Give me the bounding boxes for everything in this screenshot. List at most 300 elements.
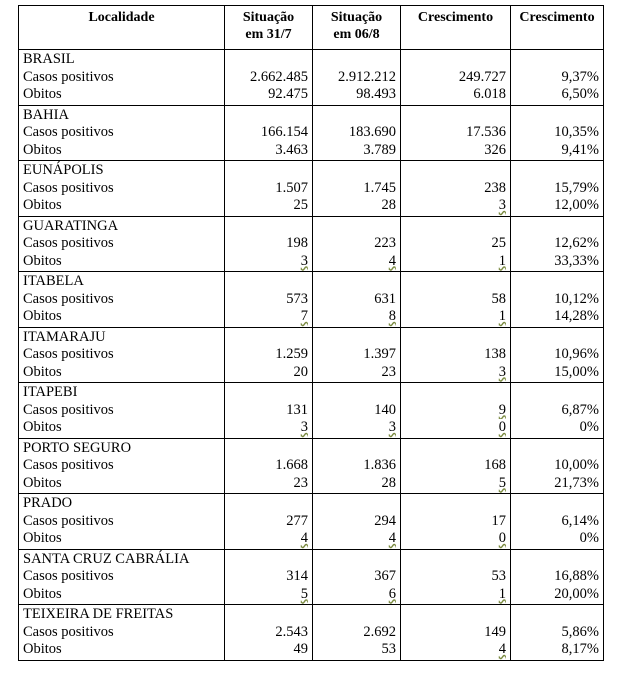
growth-percent-text: 10,12%: [554, 290, 599, 307]
growth-percent: [511, 457, 604, 475]
group-header-row: [19, 605, 604, 624]
value-31-7-text: 198: [286, 235, 308, 252]
locality-name: GUARATINGA: [19, 216, 225, 235]
growth-percent-text: 0%: [579, 419, 599, 436]
growth-absolute-text: 326: [484, 141, 506, 158]
empty-cell: [313, 216, 401, 235]
value-06-8-text: 98.493: [356, 86, 396, 103]
growth-absolute: [401, 124, 511, 142]
growth-absolute: [401, 142, 511, 161]
value-31-7-text: 23: [293, 474, 308, 491]
growth-percent-text: 12,00%: [554, 197, 599, 214]
growth-absolute-text: 17: [491, 512, 506, 529]
table-row: [19, 124, 604, 142]
metric-label: Casos positivos: [19, 513, 225, 531]
table-row: [19, 641, 604, 660]
empty-cell: [511, 161, 604, 180]
growth-absolute: [401, 86, 511, 105]
growth-percent-text: 21,73%: [554, 474, 599, 491]
growth-percent: [511, 124, 604, 142]
metric-label: Obitos: [19, 530, 225, 549]
empty-cell: [511, 605, 604, 624]
metric-label: Casos positivos: [19, 235, 225, 253]
header-crescimento-abs: [401, 6, 511, 50]
growth-absolute-text: 3: [498, 363, 506, 380]
locality-name: BRASIL: [19, 50, 225, 69]
value-31-7: [225, 253, 313, 272]
value-31-7-text: 573: [286, 290, 308, 307]
header-localidade-label: Localidade: [88, 10, 155, 25]
header-crescimento-pct-label: Crescimento: [519, 10, 595, 25]
empty-cell: [401, 161, 511, 180]
table-row: [19, 457, 604, 475]
growth-absolute: [401, 419, 511, 438]
value-31-7-text: 5: [300, 585, 308, 602]
value-06-8-text: 23: [381, 363, 396, 380]
empty-cell: [225, 494, 313, 513]
empty-cell: [313, 161, 401, 180]
value-06-8: [313, 530, 401, 549]
value-06-8: [313, 568, 401, 586]
metric-label: Casos positivos: [19, 568, 225, 586]
table-row: [19, 69, 604, 87]
value-06-8: [313, 180, 401, 198]
growth-percent-text: 16,88%: [554, 568, 599, 585]
value-31-7-text: 4: [300, 530, 308, 547]
empty-cell: [401, 50, 511, 69]
growth-percent-text: 14,28%: [554, 308, 599, 325]
table-row: [19, 253, 604, 272]
locality-name: EUNÁPOLIS: [19, 161, 225, 180]
growth-percent: [511, 69, 604, 87]
table-row: [19, 235, 604, 253]
value-06-8-text: 4: [388, 252, 396, 269]
growth-percent: [511, 86, 604, 105]
group-header-row: [19, 272, 604, 291]
value-31-7: [225, 291, 313, 309]
value-06-8-text: 183.690: [348, 124, 396, 141]
value-06-8: [313, 475, 401, 494]
value-06-8: [313, 235, 401, 253]
growth-absolute-text: 1: [498, 585, 506, 602]
metric-label: Obitos: [19, 641, 225, 660]
growth-absolute: [401, 402, 511, 420]
growth-percent-text: 6,50%: [561, 86, 599, 103]
growth-percent: [511, 308, 604, 327]
growth-absolute: [401, 253, 511, 272]
locality-name: BAHIA: [19, 105, 225, 124]
growth-absolute: [401, 235, 511, 253]
header-situacao-31-7: [225, 6, 313, 50]
value-06-8-text: 28: [381, 197, 396, 214]
value-31-7: [225, 364, 313, 383]
growth-percent: [511, 291, 604, 309]
value-31-7-text: 92.475: [268, 86, 308, 103]
growth-absolute-text: 58: [491, 290, 506, 307]
growth-absolute-text: 1: [498, 252, 506, 269]
value-06-8: [313, 513, 401, 531]
empty-cell: [225, 272, 313, 291]
growth-percent: [511, 641, 604, 660]
growth-absolute: [401, 530, 511, 549]
growth-percent-text: 9,41%: [561, 141, 599, 158]
group-header-row: [19, 216, 604, 235]
value-06-8-text: 3.789: [363, 141, 396, 158]
value-31-7: [225, 457, 313, 475]
value-31-7: [225, 624, 313, 642]
empty-cell: [511, 383, 604, 402]
growth-percent: [511, 586, 604, 605]
empty-cell: [313, 549, 401, 568]
growth-absolute: [401, 364, 511, 383]
table-row: [19, 402, 604, 420]
growth-percent-text: 12,62%: [554, 235, 599, 252]
growth-absolute-text: 168: [484, 457, 506, 474]
value-06-8-text: 4: [388, 530, 396, 547]
locality-name: ITABELA: [19, 272, 225, 291]
growth-absolute: [401, 308, 511, 327]
growth-absolute-text: 249.727: [458, 68, 506, 85]
value-31-7: [225, 346, 313, 364]
value-06-8: [313, 586, 401, 605]
value-31-7: [225, 308, 313, 327]
growth-percent-text: 20,00%: [554, 585, 599, 602]
growth-percent: [511, 197, 604, 216]
header-crescimento-abs-label: Crescimento: [417, 10, 494, 25]
value-06-8-text: 28: [381, 474, 396, 491]
table-row: [19, 86, 604, 105]
metric-label: Casos positivos: [19, 346, 225, 364]
table-row: [19, 291, 604, 309]
empty-cell: [401, 605, 511, 624]
metric-label: Casos positivos: [19, 180, 225, 198]
empty-cell: [401, 105, 511, 124]
value-06-8: [313, 641, 401, 660]
value-06-8: [313, 124, 401, 142]
metric-label: Obitos: [19, 253, 225, 272]
empty-cell: [225, 216, 313, 235]
value-31-7: [225, 419, 313, 438]
locality-name: PRADO: [19, 494, 225, 513]
value-06-8-text: 8: [388, 308, 396, 325]
empty-cell: [401, 216, 511, 235]
empty-cell: [401, 272, 511, 291]
value-31-7-text: 49: [293, 641, 308, 658]
value-06-8-text: 3: [388, 419, 396, 436]
growth-absolute: [401, 69, 511, 87]
value-06-8: [313, 457, 401, 475]
growth-absolute: [401, 475, 511, 494]
growth-percent-text: 33,33%: [554, 252, 599, 269]
value-06-8-text: 1.745: [363, 179, 396, 196]
header-localidade: [19, 6, 225, 50]
metric-label: Casos positivos: [19, 69, 225, 87]
growth-absolute: [401, 568, 511, 586]
empty-cell: [313, 327, 401, 346]
value-31-7: [225, 180, 313, 198]
table-row: [19, 624, 604, 642]
value-06-8-text: 1.836: [363, 457, 396, 474]
growth-absolute-text: 3: [498, 197, 506, 214]
value-06-8-text: 2.692: [363, 623, 396, 640]
growth-percent-text: 8,17%: [561, 641, 599, 658]
empty-cell: [225, 327, 313, 346]
group-header-row: [19, 549, 604, 568]
metric-label: Obitos: [19, 308, 225, 327]
value-06-8-text: 294: [374, 512, 396, 529]
table-row: [19, 475, 604, 494]
table-row: [19, 364, 604, 383]
value-31-7: [225, 513, 313, 531]
value-31-7-text: 166.154: [260, 124, 308, 141]
metric-label: Obitos: [19, 142, 225, 161]
empty-cell: [511, 50, 604, 69]
table-row: [19, 419, 604, 438]
growth-absolute: [401, 457, 511, 475]
value-31-7-text: 277: [286, 512, 308, 529]
header-situacao-06-8-line1: Situação: [330, 10, 383, 25]
locality-name: TEIXEIRA DE FREITAS: [19, 605, 225, 624]
growth-percent: [511, 253, 604, 272]
metric-label: Obitos: [19, 364, 225, 383]
value-31-7-text: 1.668: [275, 457, 308, 474]
empty-cell: [401, 383, 511, 402]
table-row: [19, 513, 604, 531]
value-31-7-text: 25: [293, 197, 308, 214]
metric-label: Obitos: [19, 419, 225, 438]
empty-cell: [225, 161, 313, 180]
header-situacao-31-7-line2: em 31/7: [245, 27, 292, 42]
table-row: [19, 586, 604, 605]
table-row: [19, 197, 604, 216]
growth-absolute-text: 0: [498, 530, 506, 547]
value-06-8: [313, 624, 401, 642]
header-row: [19, 6, 604, 50]
growth-absolute-text: 238: [484, 179, 506, 196]
table-row: [19, 530, 604, 549]
value-31-7: [225, 86, 313, 105]
value-06-8: [313, 69, 401, 87]
growth-absolute-text: 149: [484, 623, 506, 640]
group-header-row: [19, 161, 604, 180]
header-crescimento-pct: [511, 6, 604, 50]
table-row: [19, 142, 604, 161]
group-header-row: [19, 438, 604, 457]
growth-absolute: [401, 586, 511, 605]
growth-percent: [511, 475, 604, 494]
growth-percent-text: 15,79%: [554, 179, 599, 196]
metric-label: Casos positivos: [19, 124, 225, 142]
value-31-7-text: 1.259: [275, 346, 308, 363]
value-06-8-text: 2.912.212: [338, 68, 396, 85]
growth-percent: [511, 346, 604, 364]
locality-name: SANTA CRUZ CABRÁLIA: [19, 549, 225, 568]
value-06-8: [313, 86, 401, 105]
value-31-7-text: 314: [286, 568, 308, 585]
growth-absolute: [401, 180, 511, 198]
value-06-8: [313, 346, 401, 364]
empty-cell: [313, 272, 401, 291]
growth-absolute-text: 5: [498, 474, 506, 491]
growth-percent-text: 10,35%: [554, 124, 599, 141]
growth-percent-text: 6,14%: [561, 512, 599, 529]
growth-absolute: [401, 197, 511, 216]
empty-cell: [401, 438, 511, 457]
metric-label: Casos positivos: [19, 402, 225, 420]
value-06-8-text: 53: [381, 641, 396, 658]
growth-absolute-text: 4: [498, 641, 506, 658]
value-06-8-text: 6: [388, 585, 396, 602]
header-situacao-06-8: [313, 6, 401, 50]
empty-cell: [511, 549, 604, 568]
growth-absolute: [401, 513, 511, 531]
value-31-7: [225, 641, 313, 660]
growth-percent-text: 9,37%: [561, 68, 599, 85]
metric-label: Casos positivos: [19, 457, 225, 475]
growth-percent-text: 10,96%: [554, 346, 599, 363]
value-06-8: [313, 308, 401, 327]
value-06-8: [313, 291, 401, 309]
value-31-7-text: 3.463: [275, 141, 308, 158]
growth-percent: [511, 624, 604, 642]
metric-label: Casos positivos: [19, 624, 225, 642]
value-31-7: [225, 197, 313, 216]
growth-absolute-text: 9: [498, 401, 506, 418]
growth-absolute-text: 53: [491, 568, 506, 585]
value-31-7-text: 3: [300, 419, 308, 436]
header-situacao-31-7-line1: Situação: [242, 10, 295, 25]
growth-percent-text: 0%: [579, 530, 599, 547]
value-31-7-text: 7: [300, 308, 308, 325]
metric-label: Obitos: [19, 86, 225, 105]
value-06-8-text: 223: [374, 235, 396, 252]
empty-cell: [511, 272, 604, 291]
value-31-7: [225, 530, 313, 549]
value-06-8: [313, 402, 401, 420]
growth-percent-text: 10,00%: [554, 457, 599, 474]
growth-percent-text: 15,00%: [554, 363, 599, 380]
metric-label: Obitos: [19, 475, 225, 494]
locality-name: ITAPEBI: [19, 383, 225, 402]
group-header-row: [19, 105, 604, 124]
growth-percent: [511, 402, 604, 420]
table-row: [19, 568, 604, 586]
empty-cell: [313, 383, 401, 402]
value-31-7-text: 3: [300, 252, 308, 269]
metric-label: Obitos: [19, 197, 225, 216]
value-31-7: [225, 568, 313, 586]
empty-cell: [401, 549, 511, 568]
empty-cell: [511, 216, 604, 235]
group-header-row: [19, 327, 604, 346]
growth-absolute: [401, 641, 511, 660]
growth-percent-text: 5,86%: [561, 623, 599, 640]
empty-cell: [511, 105, 604, 124]
empty-cell: [225, 105, 313, 124]
table-row: [19, 180, 604, 198]
growth-percent: [511, 235, 604, 253]
value-31-7-text: 2.662.485: [250, 68, 308, 85]
group-header-row: [19, 494, 604, 513]
value-31-7: [225, 69, 313, 87]
covid-cases-table: [18, 5, 604, 661]
metric-label: Casos positivos: [19, 291, 225, 309]
growth-absolute: [401, 291, 511, 309]
growth-absolute-text: 1: [498, 308, 506, 325]
value-06-8: [313, 419, 401, 438]
growth-percent: [511, 513, 604, 531]
empty-cell: [225, 383, 313, 402]
locality-name: PORTO SEGURO: [19, 438, 225, 457]
empty-cell: [225, 605, 313, 624]
empty-cell: [225, 50, 313, 69]
group-header-row: [19, 50, 604, 69]
value-31-7: [225, 142, 313, 161]
empty-cell: [401, 327, 511, 346]
growth-percent: [511, 364, 604, 383]
value-31-7: [225, 402, 313, 420]
value-31-7-text: 1.507: [275, 179, 308, 196]
value-31-7: [225, 475, 313, 494]
value-06-8: [313, 197, 401, 216]
value-06-8: [313, 364, 401, 383]
empty-cell: [225, 549, 313, 568]
value-06-8-text: 140: [374, 401, 396, 418]
metric-label: Obitos: [19, 586, 225, 605]
group-header-row: [19, 383, 604, 402]
growth-percent: [511, 530, 604, 549]
table-row: [19, 308, 604, 327]
empty-cell: [511, 438, 604, 457]
empty-cell: [225, 438, 313, 457]
value-31-7-text: 20: [293, 363, 308, 380]
value-06-8: [313, 142, 401, 161]
growth-absolute: [401, 346, 511, 364]
header-situacao-06-8-line2: em 06/8: [333, 27, 380, 42]
value-31-7: [225, 124, 313, 142]
locality-name: ITAMARAJU: [19, 327, 225, 346]
growth-percent: [511, 419, 604, 438]
empty-cell: [511, 327, 604, 346]
value-06-8: [313, 253, 401, 272]
value-06-8-text: 1.397: [363, 346, 396, 363]
empty-cell: [313, 105, 401, 124]
value-31-7: [225, 586, 313, 605]
value-06-8-text: 367: [374, 568, 396, 585]
empty-cell: [313, 605, 401, 624]
value-31-7-text: 131: [286, 401, 308, 418]
value-31-7: [225, 235, 313, 253]
value-06-8-text: 631: [374, 290, 396, 307]
growth-percent-text: 6,87%: [561, 401, 599, 418]
growth-absolute-text: 17.536: [466, 124, 506, 141]
growth-percent: [511, 180, 604, 198]
growth-percent: [511, 142, 604, 161]
growth-absolute-text: 138: [484, 346, 506, 363]
growth-absolute: [401, 624, 511, 642]
empty-cell: [313, 438, 401, 457]
value-31-7-text: 2.543: [275, 623, 308, 640]
table-row: [19, 346, 604, 364]
growth-percent: [511, 568, 604, 586]
empty-cell: [313, 494, 401, 513]
growth-absolute-text: 25: [491, 235, 506, 252]
growth-absolute-text: 0: [498, 419, 506, 436]
empty-cell: [401, 494, 511, 513]
growth-absolute-text: 6.018: [473, 86, 506, 103]
empty-cell: [313, 50, 401, 69]
empty-cell: [511, 494, 604, 513]
